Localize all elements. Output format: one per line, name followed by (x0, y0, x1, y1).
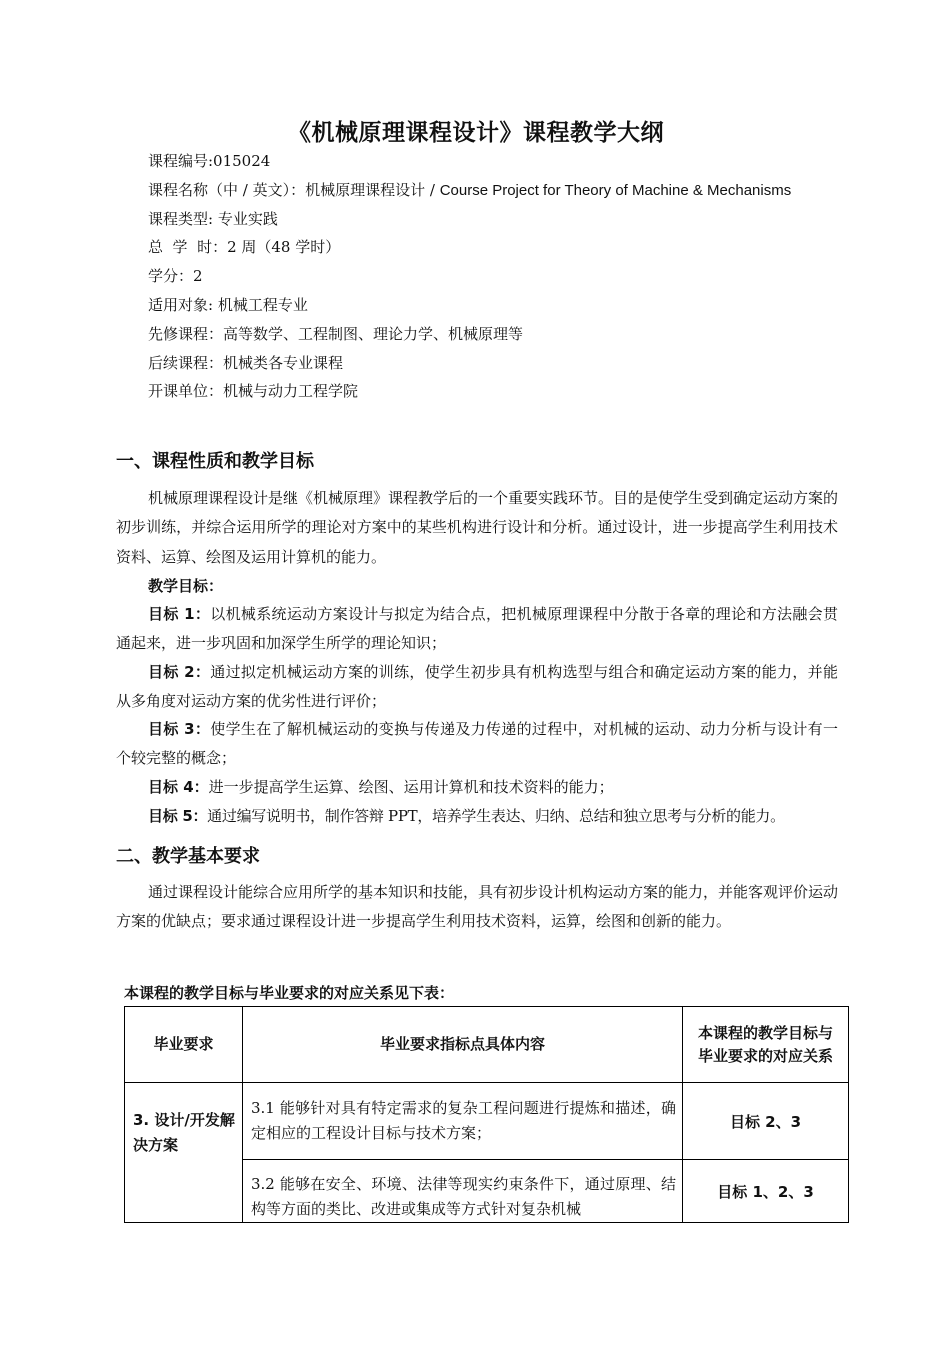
course-audience: 适用对象: 机械工程专业 (148, 296, 308, 314)
goal-1 (116, 600, 838, 659)
document-title: 《机械原理课程设计》课程教学大纲 (288, 120, 664, 146)
content-cell: 3.2 能够在安全、环境、法律等现实约束条件下，通过原理、结构等方面的类比、改进或集成等方式针对复杂机械 (243, 1160, 683, 1223)
goal-2 (116, 658, 838, 717)
goal-1-text: 以机械系统运动方案设计与拟定为结合点，把机械原理课程中分散于各章的理论和方法融会贯通起来，进一步巩固和加深学生所学的理论知识； (116, 605, 838, 653)
header-relationship: 本课程的教学目标与毕业要求的对应关系 (683, 1007, 849, 1083)
requirement-cell (125, 1083, 243, 1223)
course-credits: 学分：2 (148, 267, 203, 285)
target-cell: 目标 1、2、3 (683, 1160, 849, 1223)
section-2-text: 通过课程设计能综合应用所学的基本知识和技能，具有初步设计机构运动方案的能力，并能客观评价运动方案的优缺点；要求通过课程设计进一步提高学生利用技术资料，运算，绘图和创新的能力。 (116, 883, 839, 931)
goal-4-text: 进一步提高学生运算、绘图、运用计算机和技术资料的能力； (208, 778, 614, 796)
goal-5-text: 通过编写说明书，制作答辩 PPT，培养学生表达、归纳、总结和独立思考与分析的能力。 (207, 807, 785, 825)
goal-5-label: 目标 5： (148, 807, 208, 825)
course-code: 课程编号:015024 (148, 152, 271, 170)
goal-4-label: 目标 4： (148, 778, 209, 796)
course-type: 课程类型: 专业实践 (148, 210, 278, 228)
course-followup: 后续课程：机械类各专业课程 (148, 354, 344, 372)
goals-label (148, 576, 223, 596)
table-caption: 本课程的教学目标与毕业要求的对应关系见下表： (124, 984, 455, 1002)
section-1-heading: 一、课程性质和教学目标 (116, 451, 314, 472)
course-prerequisites: 先修课程：高等数学、工程制图、理论力学、机械原理等 (148, 325, 524, 343)
requirements-table (124, 1006, 849, 1223)
goal-1-label: 目标 1： (148, 605, 211, 623)
course-name (148, 180, 791, 201)
goals-label-text: 教学目标： (148, 577, 224, 595)
course-department: 开课单位：机械与动力工程学院 (148, 382, 359, 400)
goal-3-label: 目标 3： (148, 720, 211, 738)
goal-5 (116, 802, 838, 831)
content-cell: 3.1 能够针对具有特定需求的复杂工程问题进行提炼和描述，确定相应的工程设计目标与技术方案； (243, 1083, 683, 1160)
course-name-en: Course Project for Theory of Machine & Mechanisms (439, 182, 792, 199)
course-name-cn: 课程名称（中 / 英文）：机械原理课程设计 / (148, 181, 440, 199)
course-hours: 总 学 时：2 周（48 学时） (148, 238, 341, 256)
goal-2-label: 目标 2： (148, 663, 211, 681)
header-content: 毕业要求指标点具体内容 (243, 1007, 683, 1083)
header-requirement: 毕业要求 (125, 1007, 243, 1083)
section-2-heading: 二、教学基本要求 (116, 846, 260, 867)
goal-2-text: 通过拟定机械运动方案的训练，使学生初步具有机构选型与组合和确定运动方案的能力，并能从多角度对运动方案的优劣性进行评价； (116, 663, 838, 711)
table-header-row (125, 1007, 849, 1083)
target-cell: 目标 2、3 (683, 1083, 849, 1160)
requirement-text: 3. 设计/开发解决方案 (133, 1110, 235, 1154)
table-row (125, 1083, 849, 1160)
goal-3 (116, 715, 838, 774)
goal-4 (116, 773, 838, 802)
goal-3-text: 使学生在了解机械运动的变换与传递及力传递的过程中，对机械的运动、动力分析与设计有一个较完整的概念； (116, 720, 838, 768)
section-1-intro: 机械原理课程设计是继《机械原理》课程教学后的一个重要实践环节。目的是使学生受到确定运动方案的初步训练，并综合运用所学的理论对方案中的某些机构进行设计和分析。通过设计，进一步提高学生利用技术资料、运算、绘图及运用计算机的能力。 (116, 489, 839, 566)
